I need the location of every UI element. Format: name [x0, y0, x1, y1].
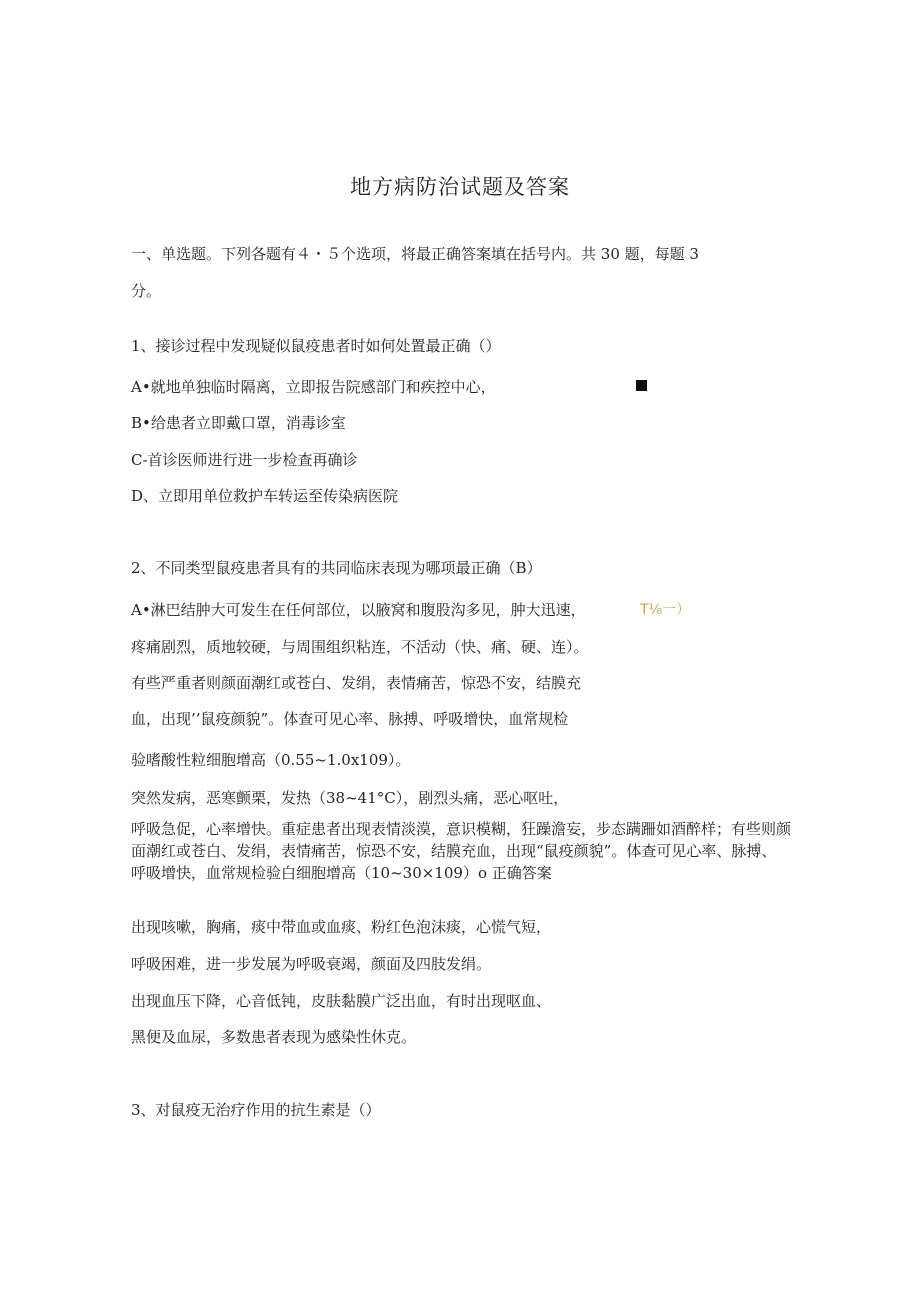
question-2-paragraph: 呼吸急促，心率增快。重症患者出现表情淡漠，意识模糊，狂躁澹妄，步态蹒跚如酒醉样；有些则颜面潮红或苍白、发绢，表情痛苦，惊恐不安，结膜充血，出现“鼠疫颜貌”。体查可见心率、脉搏、呼吸增快，血常规检验白细胞增高（10~30×109）o 正确答案	[131, 820, 792, 882]
question-3-stem: 3、对鼠疫无治疗作用的抗生素是（）	[131, 1101, 381, 1119]
question-2-stem: 2、不同类型鼠疫患者具有的共同临床表现为哪项最正确（B）	[131, 559, 542, 577]
question-1-stem: 1、接诊过程中发现疑似鼠疫患者时如何处置最正确（）	[131, 337, 501, 355]
faint-annotation-text: T⅛一）	[640, 602, 691, 618]
question-2-line: 黑便及血尿，多数患者表现为感染性休克。	[131, 1028, 417, 1046]
page-title: 地方病防治试题及答案	[350, 175, 570, 199]
question-2-line: 出现咳嗽，胸痛，痰中带血或血痰、粉红色泡沫痰，心慌气短，	[131, 918, 552, 936]
question-2-line: 呼吸困难，进一步发展为呼吸衰竭，颜面及四肢发绢。	[131, 955, 492, 973]
section-instructions-line2: 分。	[131, 282, 162, 300]
question-1-option-c: C-首诊医师进行进一步检查再确诊	[131, 451, 358, 469]
question-2-line: A•淋巴结肿大可发生在任何部位，以腋窝和腹股沟多见，肿大迅速，	[131, 601, 586, 619]
question-1-option-b: B•给患者立即戴口罩，消毒诊室	[131, 414, 346, 432]
answer-marker-square	[636, 380, 647, 391]
question-2-line: 血，出现’’鼠疫颜貌”。体查可见心率、脉搏、呼吸增快，血常规检	[131, 710, 569, 728]
section-instructions-line1: 一、单选题。下列各题有４・５个选项，将最正确答案填在括号内。共 30 题，每题 3	[131, 245, 699, 263]
question-2-line: 出现血压下降，心音低钝，皮肤黏膜广泛出血，有时出现呕血、	[131, 992, 552, 1010]
question-2-line: 突然发病，恶寒颤栗，发热（38~41°C），剧烈头痛，恶心呕吐，	[131, 789, 569, 807]
question-2-line: 疼痛剧烈，质地较硬，与周围组织粘连，不活动（快、痛、硬、连）。	[131, 638, 589, 656]
question-1-option-a: A•就地单独临时隔离，立即报告院感部门和疾控中心，	[131, 378, 496, 396]
question-1-option-d: D、立即用单位救护车转运至传染病医院	[131, 487, 399, 505]
question-2-line: 有些严重者则颜面潮红或苍白、发绢，表情痛苦，惊恐不安，结膜充	[131, 674, 582, 692]
question-2-line: 验嗜酸性粒细胞增高（0.55~1.0x109）。	[131, 751, 411, 769]
